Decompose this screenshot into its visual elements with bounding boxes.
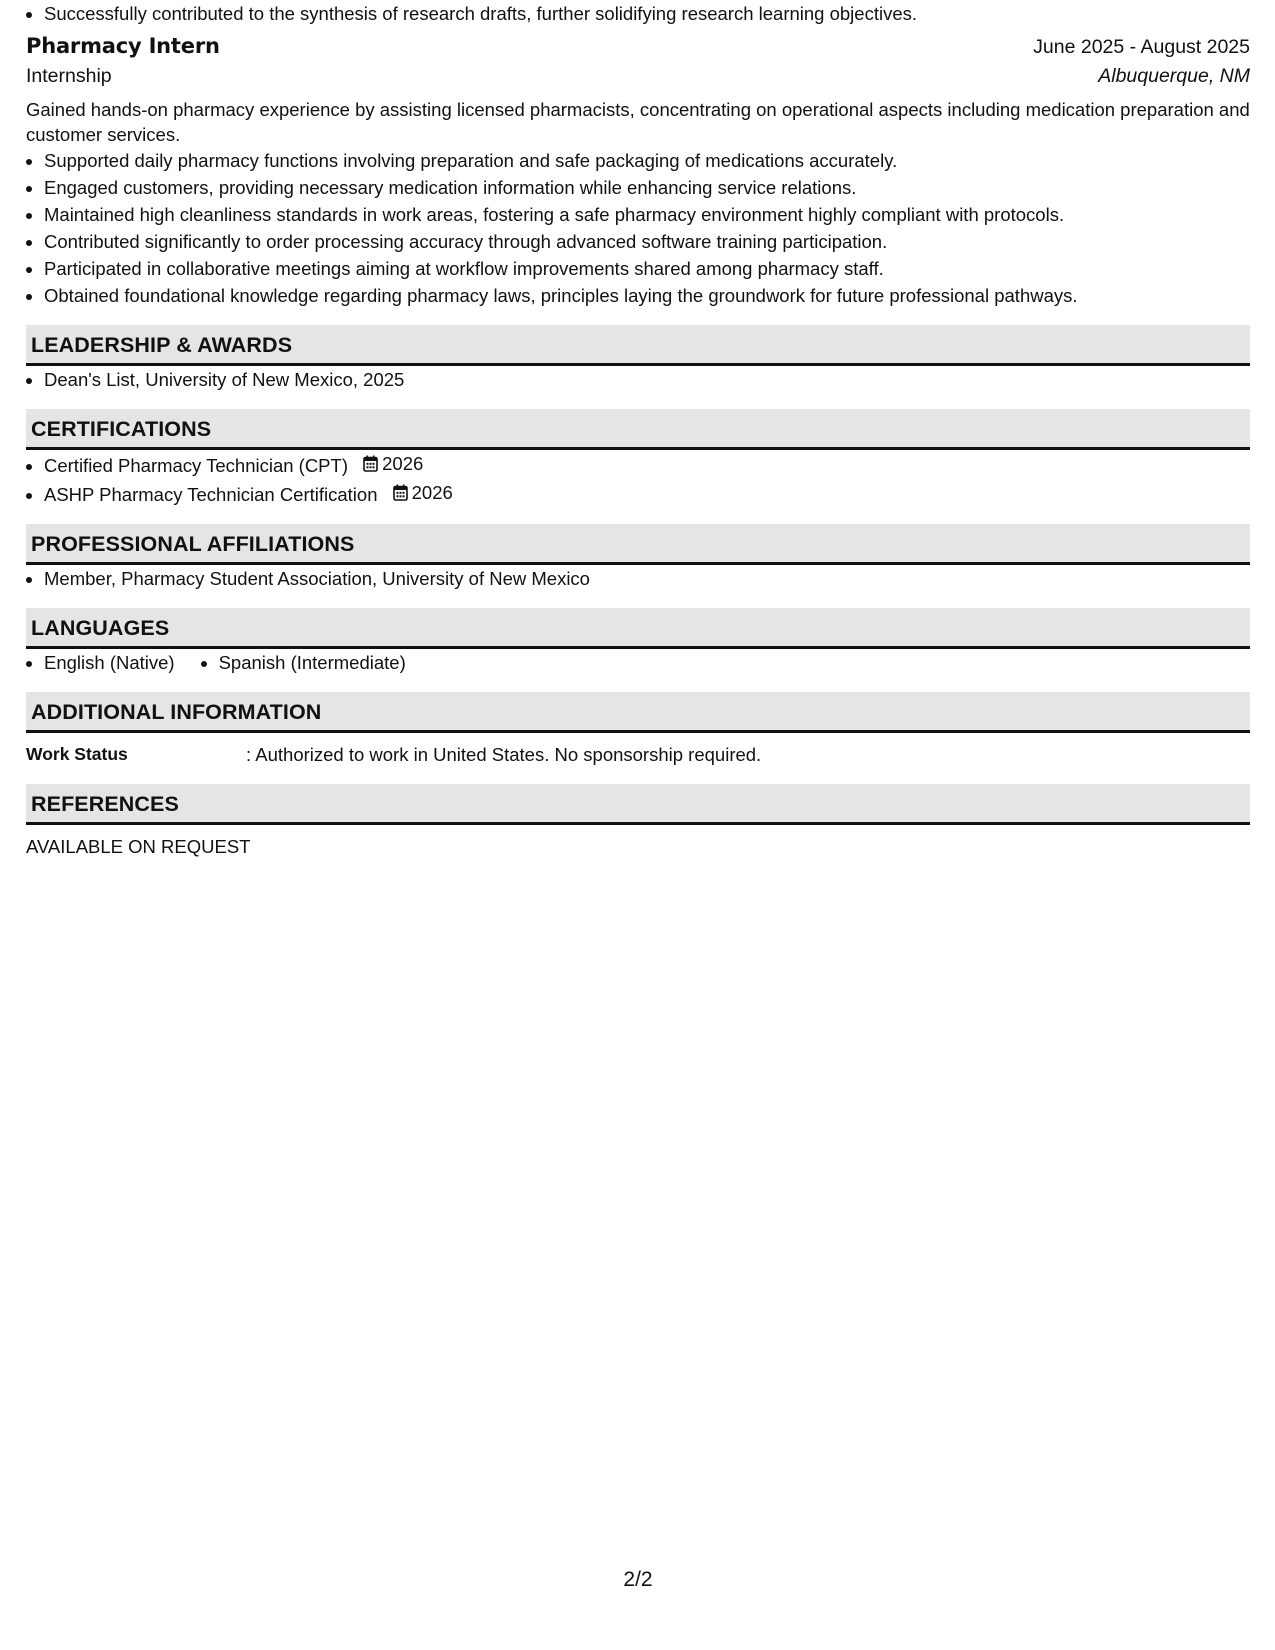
certifications-list: [26, 450, 1250, 508]
certification-name: ASHP Pharmacy Technician Certification: [44, 484, 378, 505]
section-heading-references: REFERENCES: [26, 784, 1250, 825]
section-heading-additional-information: ADDITIONAL INFORMATION: [26, 692, 1250, 733]
resume-page: [26, 0, 1250, 1650]
work-status-value: : Authorized to work in United States. No sponsorship required.: [246, 744, 762, 765]
list-item: • Participated in collaborative meetings aiming at workflow improvements shared among pharmacy staff.: [44, 255, 1250, 282]
list-item: • Maintained high cleanliness standards in work areas, fostering a safe pharmacy environment highly compliant with protocols.: [44, 201, 1250, 228]
references-text: AVAILABLE ON REQUEST: [26, 836, 251, 857]
languages-list: [26, 649, 1250, 676]
job-subheader: [26, 65, 1250, 88]
affiliations-list: [26, 565, 1250, 592]
list-item: • Member, Pharmacy Student Association, University of New Mexico: [44, 565, 1250, 592]
list-item: • Successfully contributed to the synthesis of research drafts, further solidifying research learning objectives.: [44, 0, 1250, 27]
calendar-icon: [393, 484, 408, 501]
job-bullet-list: [26, 147, 1250, 309]
page-number: 2/2: [623, 1568, 653, 1591]
certification-date: [393, 479, 453, 506]
job-summary: Gained hands-on pharmacy experience by assisting licensed pharmacists, concentrating on operational aspects including medication preparation and customer services.: [26, 99, 1250, 145]
research-bullet-list: [26, 0, 1250, 27]
certification-name: Certified Pharmacy Technician (CPT): [44, 455, 348, 476]
job-location: Albuquerque, NM: [1098, 65, 1250, 87]
job-dates: June 2025 - August 2025: [1033, 36, 1250, 58]
section-heading-affiliations: PROFESSIONAL AFFILIATIONS: [26, 524, 1250, 565]
certification-year: 2026: [382, 453, 424, 474]
certification-item: [44, 479, 1250, 508]
job-type: Internship: [26, 65, 112, 87]
leadership-list: [26, 366, 1250, 393]
section-heading-languages: LANGUAGES: [26, 608, 1250, 649]
list-item: • Engaged customers, providing necessary medication information while enhancing service relations.: [44, 174, 1250, 201]
certification-item: [44, 450, 1250, 479]
certification-date: [363, 450, 423, 477]
section-heading-certifications: CERTIFICATIONS: [26, 409, 1250, 450]
language-item: • English (Native): [44, 649, 175, 676]
work-status-label: Work Status: [26, 744, 128, 764]
list-item: • Supported daily pharmacy functions involving preparation and safe packaging of medications accurately.: [44, 147, 1250, 174]
calendar-icon: [363, 455, 378, 472]
job-header: [26, 34, 1250, 59]
work-status-row: [26, 741, 1250, 768]
list-item: • Obtained foundational knowledge regarding pharmacy laws, principles laying the groundwork for future professional pathways.: [44, 282, 1250, 309]
job-title: Pharmacy Intern: [26, 34, 220, 58]
list-item: • Dean's List, University of New Mexico, 2025: [44, 366, 1250, 393]
certification-year: 2026: [411, 482, 453, 503]
section-heading-leadership: LEADERSHIP & AWARDS: [26, 325, 1250, 366]
list-item: • Contributed significantly to order processing accuracy through advanced software training participation.: [44, 228, 1250, 255]
language-item: • Spanish (Intermediate): [219, 649, 406, 676]
